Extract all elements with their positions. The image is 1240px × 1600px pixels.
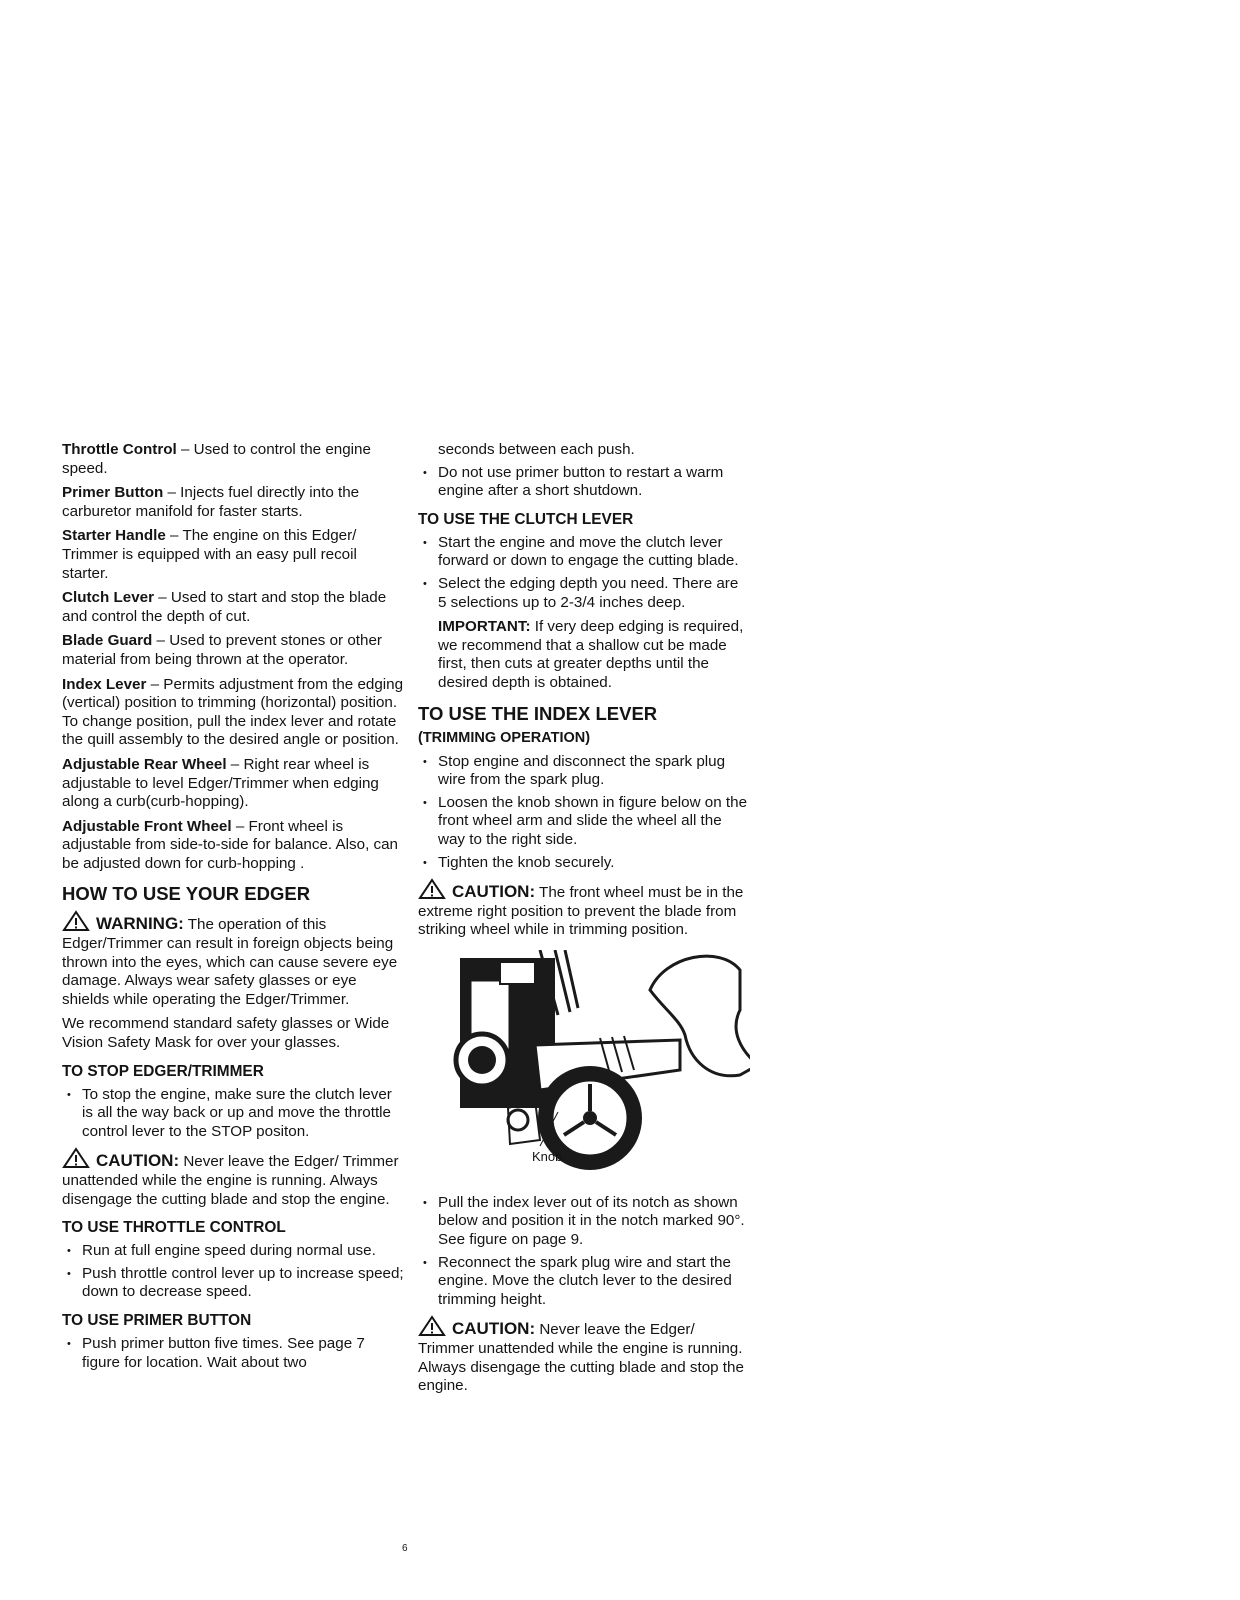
caution-block-3 (418, 1315, 748, 1395)
warning-label: WARNING: (96, 914, 184, 934)
clutch-list (418, 534, 748, 612)
list-item: • Start the engine and move the clutch lever forward or down to engage the cutting blade. (418, 534, 748, 571)
index-list (418, 753, 748, 873)
primer-continued: seconds between each push. (438, 441, 635, 458)
edger-wheel-illustration (440, 950, 750, 1180)
how-to-use-heading: HOW TO USE YOUR EDGER (62, 883, 311, 905)
primer-heading: TO USE PRIMER BUTTON (62, 1311, 252, 1329)
warning-text: The operation of this Edger/Trimmer can result in foreign objects being thrown into the eyes, which can cause severe eye damage. Always wear safety glasses or eye shields while operating the Edger/Trimmer. (62, 916, 398, 1008)
caution-triangle-icon (418, 878, 446, 900)
term-primer-button: Primer Button – Injects fuel directly into the carburetor manifold for faster starts. (62, 484, 360, 520)
caution-text: Never leave the Edger/ Trimmer unattended while the engine is running. Always disengage the cutting blade and stop the engine. (62, 1153, 399, 1208)
caution-label: CAUTION: (452, 1319, 536, 1339)
list-item: • Stop engine and disconnect the spark plug wire from the spark plug. (418, 753, 748, 790)
caution-triangle-icon (62, 1147, 90, 1169)
primer-list (62, 1335, 404, 1372)
list-item: • Push throttle control lever up to increase speed; down to decrease speed. (62, 1265, 404, 1302)
front-wheel-knob-figure (440, 950, 750, 1180)
important-text: If very deep edging is required, we recommend that a shallow cut be made first, then cuts at greater depths until the desired depth is obtained. (438, 618, 744, 691)
caution-label: CAUTION: (96, 1151, 180, 1171)
trimming-list (418, 1194, 748, 1310)
warning-triangle-icon (62, 910, 90, 932)
list-item: • Do not use primer button to restart a warm engine after a short shutdown. (418, 464, 748, 501)
recommend-text: We recommend standard safety glasses or Wide Vision Safety Mask for over your glasses. (62, 1015, 390, 1052)
list-item: • Reconnect the spark plug wire and start the engine. Move the clutch lever to the desired trimming height. (418, 1254, 748, 1310)
index-heading: TO USE THE INDEX LEVER (418, 702, 658, 724)
stop-list (62, 1086, 404, 1142)
list-item: • To stop the engine, make sure the clutch lever is all the way back or up and move the throttle control lever to the STOP positon. (62, 1086, 404, 1142)
term-throttle-control: Throttle Control – Used to control the engine speed. (62, 441, 371, 477)
caution-block-2 (418, 878, 748, 940)
caution-block-1 (62, 1147, 404, 1209)
left-column (62, 441, 404, 1376)
knob-label: Knob (532, 1148, 563, 1164)
term-clutch-lever: Clutch Lever – Used to start and stop the blade and control the depth of cut. (62, 589, 387, 625)
primer-list-continued (418, 464, 748, 501)
list-item: • Select the edging depth you need. There are 5 selections up to 2-3/4 inches deep. (418, 575, 748, 612)
list-item: • Tighten the knob securely. (418, 854, 748, 873)
list-item: • Run at full engine speed during normal use. (62, 1242, 404, 1261)
term-adjustable-front-wheel: Adjustable Front Wheel – Front wheel is adjustable from side-to-side for balance. Also, can be adjusted down for curb-hopping . (62, 817, 398, 872)
important-label: IMPORTANT: (438, 618, 531, 636)
list-item: • Push primer button five times. See page 7 figure for location. Wait about two (62, 1335, 404, 1372)
caution-triangle-icon (418, 1315, 446, 1337)
caution-text: Never leave the Edger/ Trimmer unattended while the engine is running. Always disengage the cutting blade and stop the engine. (418, 1321, 744, 1395)
throttle-list (62, 1242, 404, 1302)
warning-block (62, 910, 404, 1009)
term-starter-handle: Starter Handle – The engine on this Edger/ Trimmer is equipped with an easy pull recoil starter. (62, 527, 357, 582)
term-adjustable-rear-wheel: Adjustable Rear Wheel – Right rear wheel is adjustable to level Edger/Trimmer when edging along a curb(curb-hopping). (62, 755, 379, 811)
clutch-heading: TO USE THE CLUTCH LEVER (418, 510, 634, 528)
index-subheading: (TRIMMING OPERATION) (418, 729, 591, 746)
list-item: • Pull the index lever out of its notch as shown below and position it in the notch marked 90°. See figure on page 9. (418, 1194, 748, 1250)
term-index-lever: Index Lever – Permits adjustment from the edging (vertical) position to trimming (horizontal) position. To change position, pull the index lever and rotate the quill assembly to the desired angle or position. (62, 675, 404, 749)
list-item: • Loosen the knob shown in figure below on the front wheel arm and slide the wheel all the way to the right side. (418, 794, 748, 850)
stop-heading: TO STOP EDGER/TRIMMER (62, 1062, 264, 1080)
term-blade-guard: Blade Guard – Used to prevent stones or other material from being thrown at the operator. (62, 632, 382, 668)
caution-label: CAUTION: (452, 882, 536, 902)
caution-text: The front wheel must be in the extreme right position to prevent the blade from striking wheel while in trimming position. (418, 884, 744, 939)
page-number: 6 (402, 1543, 408, 1554)
important-note (418, 618, 748, 692)
right-column (418, 441, 748, 1402)
throttle-heading: TO USE THROTTLE CONTROL (62, 1219, 286, 1237)
